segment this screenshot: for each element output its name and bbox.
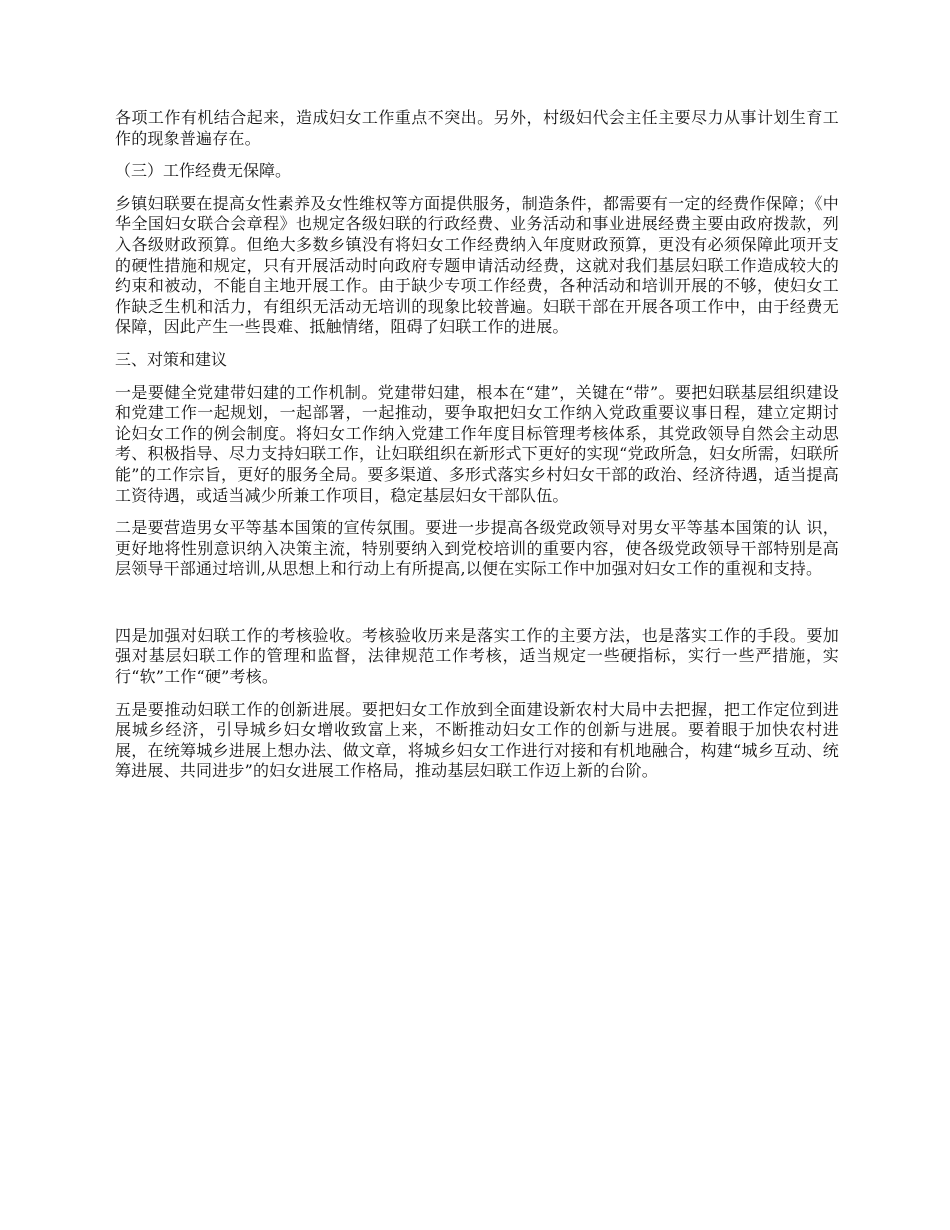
paragraph-assessment: 四是加强对妇联工作的考核验收。考核验收历来是落实工作的主要方法，也是落实工作的手段。要加强对基层妇联工作的管理和监督，法律规范工作考核，适当规定一些硬指标，实行一些严措施，实行“软”工作“硬”考核。	[115, 625, 839, 687]
document-page	[115, 108, 839, 794]
paragraph-funding: 乡镇妇联要在提高女性素养及女性维权等方面提供服务，制造条件，都需要有一定的经费作保障；《中华全国妇女联合会章程》也规定各级妇联的行政经费、业务活动和事业进展经费主要由政府拨款，列入各级财政预算。但绝大多数乡镇没有将妇女工作经费纳入年度财政预算，更没有必须保障此项开支的硬性措施和规定，只有开展活动时向政府专题申请活动经费，这就对我们基层妇联工作造成较大的约束和被动，不能自主地开展工作。由于缺少专项工作经费，各种活动和培训开展的不够，使妇女工作缺乏生机和活力，有组织无活动无培训的现象比较普遍。妇联干部在开展各项工作中，由于经费无保障，因此产生一些畏难、抵触情绪，阻碍了妇联工作的进展。	[115, 193, 839, 337]
paragraph-party-building: 一是要健全党建带妇建的工作机制。党建带妇建，根本在“建”，关键在“带”。要把妇联基层组织建设和党建工作一起规划，一起部署，一起推动，要争取把妇女工作纳入党政重要议事日程，建立定期讨论妇女工作的例会制度。将妇女工作纳入党建工作年度目标管理考核体系，其党政领导自然会主动思考、积极指导、尽力支持妇联工作，让妇联组织在新形式下更好的实现“党政所急，妇女所需，妇联所能”的工作宗旨，更好的服务全局。要多渠道、多形式落实乡村妇女干部的政治、经济待遇，适当提高工资待遇，或适当减少所兼工作项目，稳定基层妇女干部队伍。	[115, 382, 839, 505]
paragraph-gender-equality: 二是要营造男女平等基本国策的宣传氛围。要进一步提高各级党政领导对男女平等基本国策的认 识，更好地将性别意识纳入决策主流，特别要纳入到党校培训的重要内容，使各级党政领导干部特别是高层领导干部通过培训,从思想上和行动上有所提高,以便在实际工作中加强对妇女工作的重视和支持。	[115, 518, 839, 579]
heading-countermeasures: 三、对策和建议	[115, 349, 228, 369]
paragraph-work-integration: 各项工作有机结合起来，造成妇女工作重点不突出。另外，村级妇代会主任主要尽力从事计划生育工作的现象普遍存在。	[115, 108, 839, 148]
paragraph-innovation: 五是要推动妇联工作的创新进展。要把妇女工作放到全面建设新农村大局中去把握，把工作定位到进展城乡经济，引导城乡妇女增收致富上来，不断推动妇女工作的创新与进展。要着眼于加快农村进展，在统筹城乡进展上想办法、做文章，将城乡妇女工作进行对接和有机地融合，构建“城乡互动、统筹进展、共同进步”的妇女进展工作格局，推动基层妇联工作迈上新的台阶。	[115, 699, 839, 781]
heading-funding: （三）工作经费无保障。	[115, 161, 292, 181]
blank-gap	[115, 592, 839, 626]
